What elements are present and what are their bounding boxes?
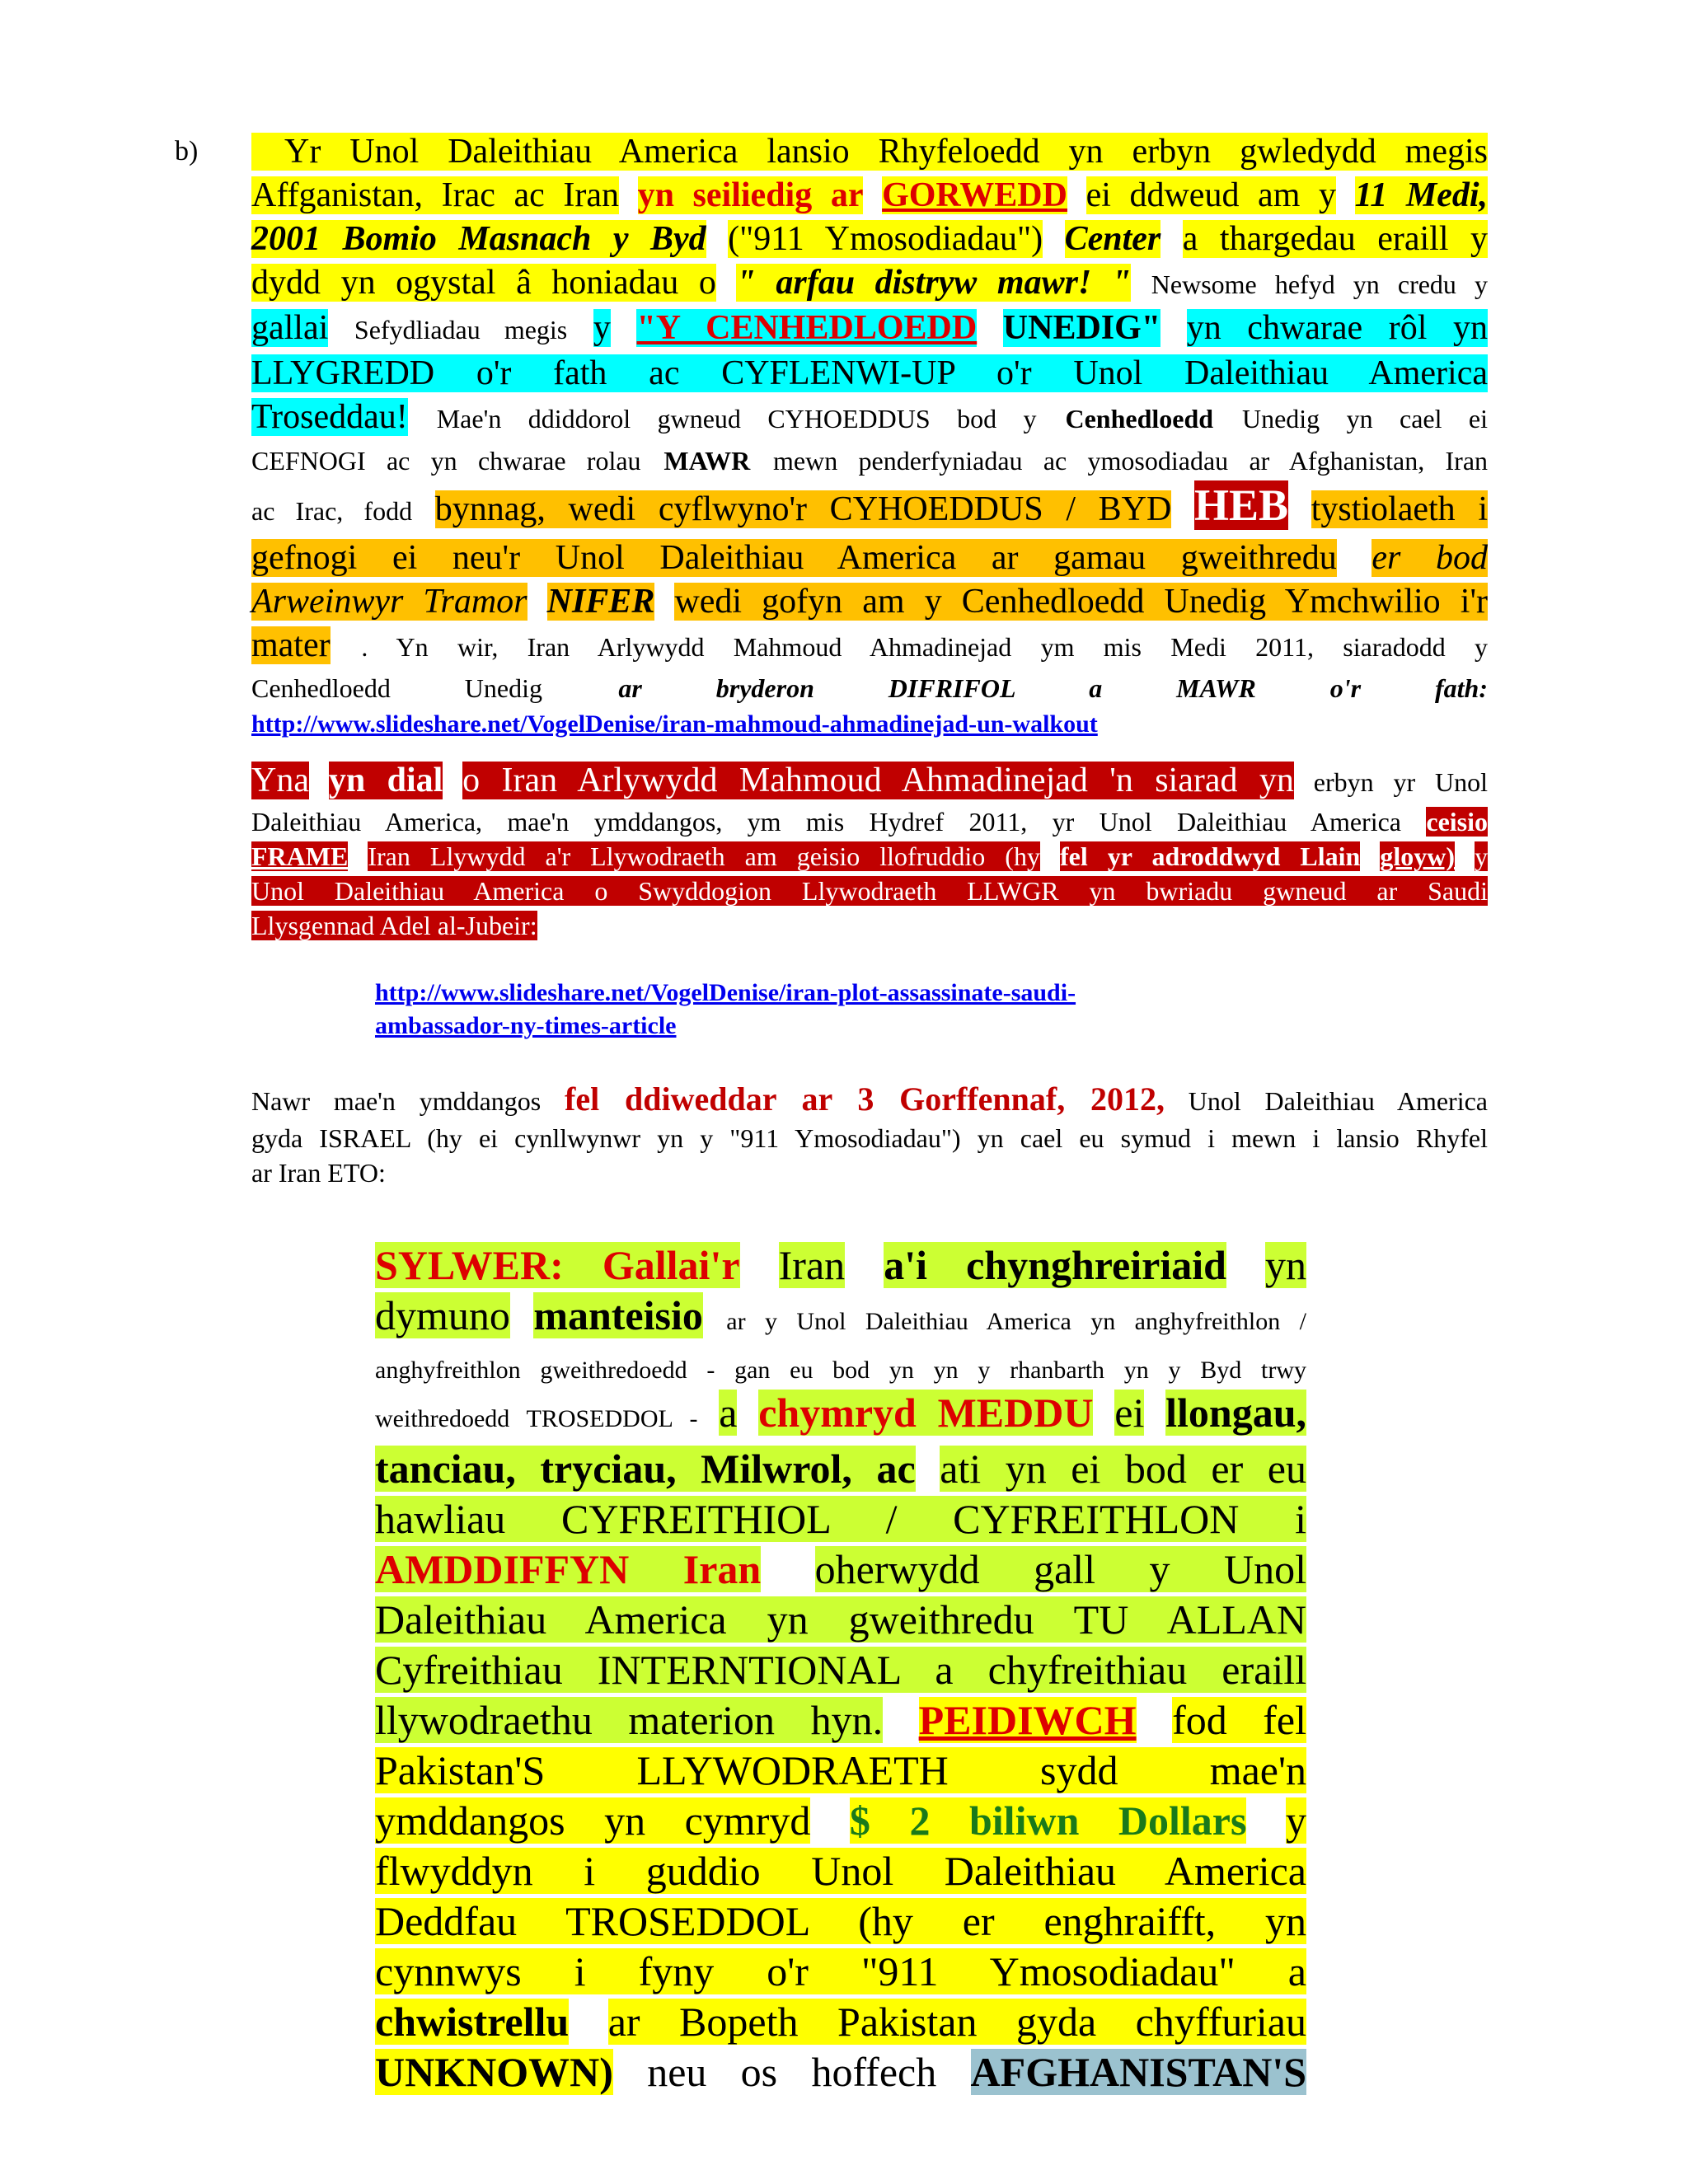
p4-line-5: tanciau, tryciau, Milwrol, ac ati yn ei bod er eu (375, 1446, 1306, 1492)
paragraph-2 (251, 758, 1488, 943)
p1-line-10: gefnogi ei neu'r Unol Daleithiau America ar gamau gweithredu er bod (251, 539, 1488, 577)
p3-line-3: ar Iran ETO: (251, 1158, 386, 1188)
p2-line-1: Yna yn dial o Iran Arlywydd Mahmoud Ahmadinejad 'n siarad yn erbyn yr Unol (251, 762, 1488, 799)
p1-line-1: Yr Unol Daleithiau America lansio Rhyfeloedd yn erbyn gwledydd megis (251, 130, 1488, 174)
p1-line-13: Cenhedloedd Unedig ar bryderon DIFRIFOL a MAWR o'r fath: (251, 673, 1488, 703)
p4-line-4: weithredoedd TROSEDDOL - a chymryd MEDDU ei llongau, (375, 1390, 1307, 1436)
notice-paragraph (375, 1240, 1306, 2097)
ahmadinejad-walkout-link[interactable]: http://www.slideshare.net/VogelDenise/iran-mahmoud-ahmadinejad-un-walkout (251, 710, 1098, 738)
p2-line-3: FRAME Iran Llywydd a'r Llywodraeth am geisio llofruddio (hy fel yr adroddwyd Llain gloyw) y (251, 841, 1489, 871)
p2-line-2: Daleithiau America, mae'n ymddangos, ym mis Hydref 2011, yr Unol Daleithiau America ceisio (251, 807, 1489, 837)
list-marker: b) (175, 136, 199, 166)
p4-line-17: UNKNOWN) neu os hoffech AFGHANISTAN'S (375, 2049, 1307, 2095)
p4-line-1: SYLWER: Gallai'r Iran a'i chynghreiriaid yn (375, 1242, 1307, 1288)
p4-line-16: chwistrellu ar Bopeth Pakistan gyda chyffuriau (375, 1999, 1306, 2045)
p1-line-5: gallai Sefydliadau megis y "Y CENHEDLOEDD UNEDIG" yn chwarae rôl yn (251, 309, 1489, 347)
p4-line-3: anghyfreithlon gweithredoedd - gan eu bod yn yn y rhanbarth yn y Byd trwy (375, 1357, 1306, 1384)
paragraph-1 (251, 130, 1488, 740)
p3-line-2: gyda ISRAEL (hy ei cynllwynwr yn y "911 Ymosodiadau") yn cael eu symud i mewn i lansio Rhyfel (251, 1123, 1488, 1153)
p1-line-4: dydd yn ogystal â honiadau o " arfau distryw mawr! " Newsome hefyd yn credu y (251, 264, 1489, 302)
p4-line-12: ymddangos yn cymryd $ 2 biliwn Dollars y (375, 1797, 1307, 1844)
p4-line-11: Pakistan'S LLYWODRAETH sydd mae'n (375, 1747, 1306, 1793)
p1-line-12: mater . Yn wir, Iran Arlywydd Mahmoud Ahmadinejad ym mis Medi 2011, siaradodd y (251, 626, 1489, 664)
p4-line-13: flwyddyn i guddio Unol Daleithiau America (375, 1848, 1306, 1894)
p1-line-9: ac Irac, fodd bynnag, wedi cyflwyno'r CYHOEDDUS / BYD HEB tystiolaeth i (251, 480, 1488, 530)
p1-line-3: 2001 Bomio Masnach y Byd ("911 Ymosodiadau") Center a thargedau eraill y (251, 220, 1488, 258)
p4-line-15: cynnwys i fyny o'r "911 Ymosodiadau" a (375, 1948, 1306, 1994)
assassination-plot-link[interactable]: http://www.slideshare.net/VogelDenise/iran-plot-assassinate-saudi- ambassador-ny-times-article (375, 979, 1076, 1039)
p1-line-14 (251, 705, 1488, 740)
p4-line-9: Cyfreithiau INTERNTIONAL a chyfreithiau eraill (375, 1647, 1306, 1693)
p4-line-14: Deddfau TROSEDDOL (hy er enghraifft, yn (375, 1898, 1306, 1944)
p2-line-4: Unol Daleithiau America o Swyddogion Llywodraeth LLWGR yn bwriadu gwneud ar Saudi (251, 876, 1488, 906)
p1-line-8: CEFNOGI ac yn chwarae rolau MAWR mewn penderfyniadau ac ymosodiadau ar Afghanistan, Iran (251, 446, 1489, 476)
p4-line-7: AMDDIFFYN Iran oherwydd gall y Unol (375, 1546, 1306, 1592)
p1-line-6: LLYGREDD o'r fath ac CYFLENWI-UP o'r Unol Daleithiau America (251, 354, 1488, 392)
p4-line-8: Daleithiau America yn gweithredu TU ALLAN (375, 1596, 1306, 1643)
p1-line-2: Affganistan, Irac ac Iran yn seiliedig ar GORWEDD ei ddweud am y 11 Medi, (251, 176, 1489, 214)
p1-line-11: Arweinwyr Tramor NIFER wedi gofyn am y Cenhedloedd Unedig Ymchwilio i'r (251, 583, 1489, 621)
p2-line-5: Llysgennad Adel al-Jubeir: (251, 911, 537, 940)
p1-line-7: Troseddau! Mae'n ddiddorol gwneud CYHOEDDUS bod y Cenhedloedd Unedig yn cael ei (251, 398, 1489, 436)
p4-line-10: llywodraethu materion hyn. PEIDIWCH fod fel (375, 1697, 1306, 1743)
p3-line-1: Nawr mae'n ymddangos fel ddiweddar ar 3 Gorffennaf, 2012, Unol Daleithiau America (251, 1080, 1489, 1118)
paragraph-3 (251, 1080, 1488, 1190)
p4-line-2: dymuno manteisio ar y Unol Daleithiau America yn anghyfreithlon / (375, 1292, 1307, 1338)
p4-line-6: hawliau CYFREITHIOL / CYFREITHLON i (375, 1496, 1306, 1542)
